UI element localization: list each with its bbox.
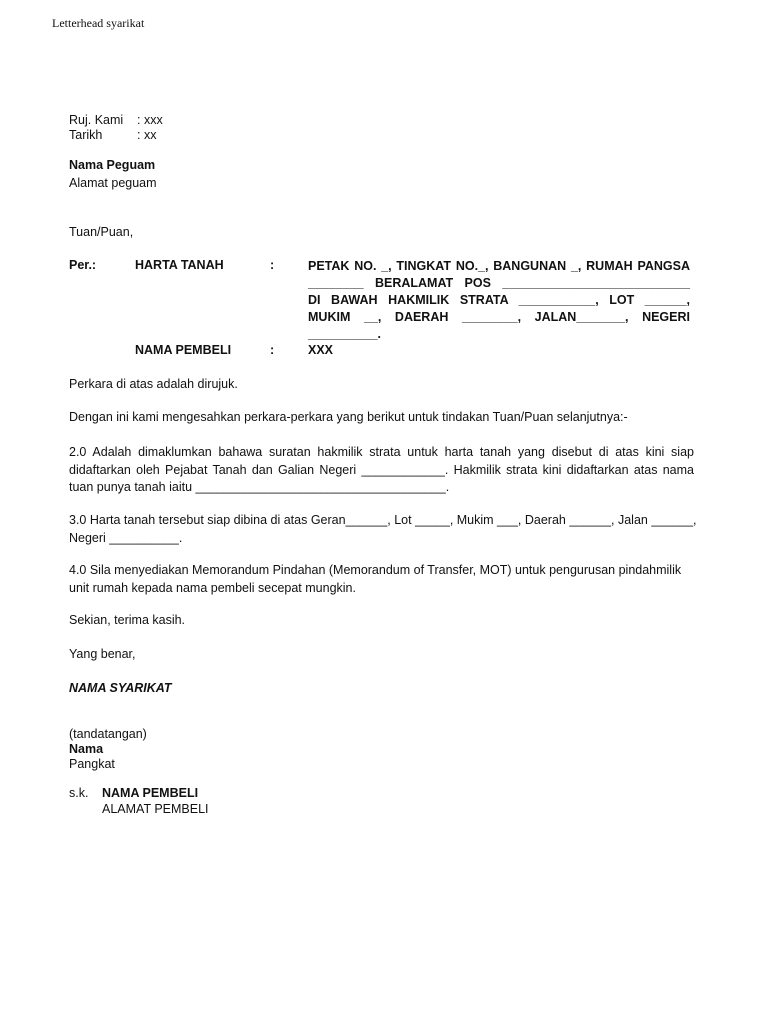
harta-tanah-label: HARTA TANAH [135, 258, 224, 272]
closing-thanks: Sekian, terima kasih. [69, 613, 186, 627]
tarikh-label: Tarikh [69, 128, 103, 142]
paragraph-line: 4.0 Sila menyediakan Memorandum Pindahan (Memorandum of Transfer, MOT) untuk pengurusan pindahmilik [69, 563, 682, 577]
harta-tanah-description [308, 258, 690, 343]
cc-name: NAMA PEMBELI [102, 786, 199, 800]
recipient-address: Alamat peguam [69, 176, 157, 190]
harta-colon: : [270, 258, 275, 272]
signature-placeholder: (tandatangan) [69, 727, 147, 741]
ref-row-ruj [69, 113, 163, 127]
paragraph-line: 2.0 Adalah dimaklumkan bahawa suratan hakmilik strata untuk harta tanah yang disebut di atas kini siap [69, 445, 694, 459]
paragraph-line: Negeri __________. [69, 530, 183, 545]
signatory-rank: Pangkat [69, 757, 115, 771]
cc-address: ALAMAT PEMBELI [102, 802, 209, 816]
paragraph-4 [69, 512, 697, 547]
recipient-name: Nama Peguam [69, 158, 156, 172]
paragraph-5 [69, 562, 694, 597]
paragraph-line: tuan punya tanah iaitu ____________________________________. [69, 480, 450, 494]
salutation: Tuan/Puan, [69, 225, 134, 239]
harta-line: MUKIM __, DAERAH ________, JALAN_______, NEGERI [308, 310, 690, 324]
tarikh-value: : xx [137, 128, 157, 142]
paragraph-2: Dengan ini kami mengesahkan perkara-perkara yang berikut untuk tindakan Tuan/Puan selanjutnya:- [69, 410, 628, 424]
harta-line: __________. [308, 327, 381, 341]
nama-pembeli-label: NAMA PEMBELI [135, 343, 232, 357]
ref-row-tarikh [69, 128, 156, 142]
paragraph-line: didaftarkan oleh Pejabat Tanah dan Galian Negeri ____________. Hakmilik strata kini didaftarkan atas nama [69, 462, 694, 477]
harta-line: ________ BERALAMAT POS ___________________________ [308, 276, 690, 290]
signatory-name: Nama [69, 742, 104, 756]
cc-label: s.k. [69, 786, 89, 800]
paragraph-line: unit rumah kepada nama pembeli secepat mungkin. [69, 580, 356, 595]
closing-sincerely: Yang benar, [69, 647, 136, 661]
nama-pembeli-value: XXX [308, 343, 334, 357]
letterhead: Letterhead syarikat [52, 16, 145, 30]
per-label: Per.: [69, 258, 97, 272]
pembeli-colon: : [270, 343, 275, 357]
ruj-label: Ruj. Kami [69, 113, 124, 127]
paragraph-3 [69, 444, 694, 497]
ruj-value: : xxx [137, 113, 163, 127]
harta-line: DI BAWAH HAKMILIK STRATA ___________, LOT ______, [308, 293, 690, 307]
paragraph-line: 3.0 Harta tanah tersebut siap dibina di atas Geran______, Lot _____, Mukim ___, Daerah ______, Jalan ______, [69, 513, 697, 527]
company-name: NAMA SYARIKAT [69, 681, 172, 695]
harta-line: PETAK NO. _, TINGKAT NO._, BANGUNAN _, RUMAH PANGSA [308, 259, 690, 273]
paragraph-1: Perkara di atas adalah dirujuk. [69, 377, 238, 391]
